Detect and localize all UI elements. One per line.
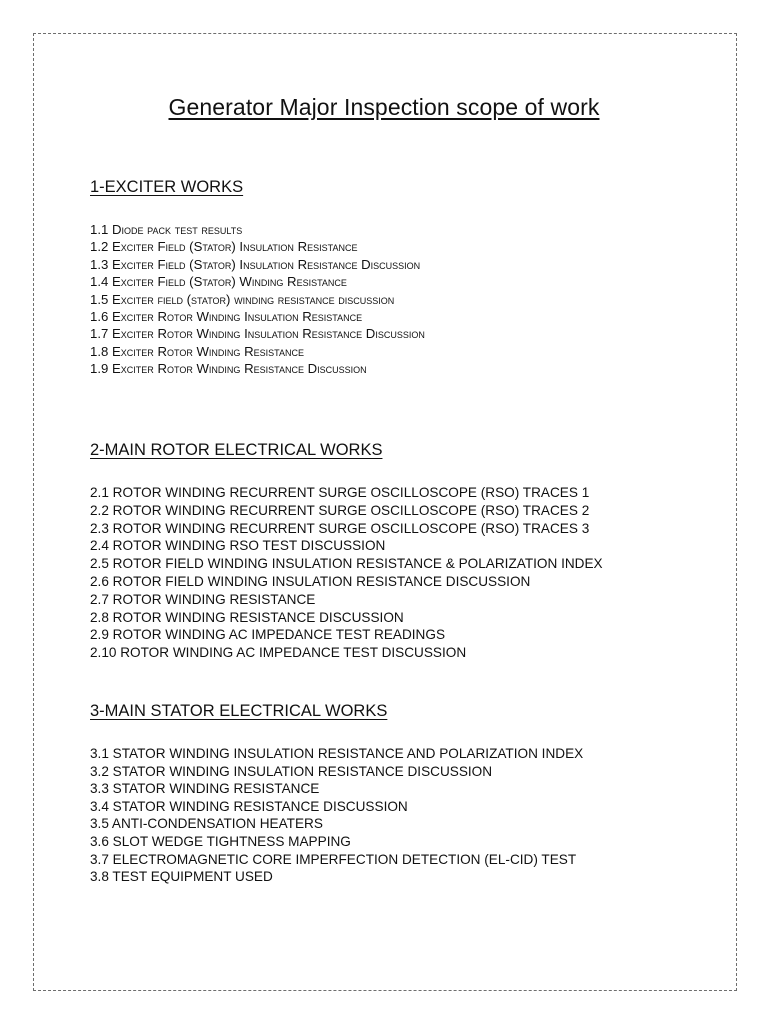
- list-item: 1.8 Exciter Rotor Winding Resistance: [90, 343, 304, 359]
- list-item: 3.3 STATOR WINDING RESISTANCE: [90, 781, 320, 797]
- list-item: 2.7 ROTOR WINDING RESISTANCE: [90, 591, 316, 607]
- list-item: 2.5 ROTOR FIELD WINDING INSULATION RESISTANCE & POLARIZATION INDEX: [90, 556, 603, 572]
- list-item: 3.1 STATOR WINDING INSULATION RESISTANCE AND POLARIZATION INDEX: [90, 746, 584, 761]
- list-item: 1.5 Exciter field (stator) winding resistance discussion: [90, 291, 395, 307]
- list-item: 3.5 ANTI-CONDENSATION HEATERS: [90, 816, 323, 832]
- list-item: 2.4 ROTOR WINDING RSO TEST DISCUSSION: [90, 538, 386, 554]
- list-item: 1.6 Exciter Rotor Winding Insulation Resistance: [90, 309, 363, 325]
- list-item: 3.4 STATOR WINDING RESISTANCE DISCUSSION: [90, 798, 408, 814]
- list-item: 1.1 Diode pack test results: [90, 222, 243, 237]
- section-heading: 1-EXCITER WORKS: [90, 178, 244, 196]
- list-item: 2.2 ROTOR WINDING RECURRENT SURGE OSCILLOSCOPE (RSO) TRACES 2: [90, 502, 590, 518]
- list-item: 2.6 ROTOR FIELD WINDING INSULATION RESISTANCE DISCUSSION: [90, 573, 531, 589]
- list-item: 2.8 ROTOR WINDING RESISTANCE DISCUSSION: [90, 609, 404, 625]
- list-item: 3.8 TEST EQUIPMENT USED: [90, 869, 273, 885]
- list-item: 2.3 ROTOR WINDING RECURRENT SURGE OSCILLOSCOPE (RSO) TRACES 3: [90, 520, 590, 536]
- section-exciter-works: [90, 178, 720, 378]
- list-item: 2.10 ROTOR WINDING AC IMPEDANCE TEST DISCUSSION: [90, 645, 467, 661]
- list-item: 1.9 Exciter Rotor Winding Resistance Discussion: [90, 361, 367, 377]
- section-item-list: [90, 745, 720, 886]
- section-heading: 3-MAIN STATOR ELECTRICAL WORKS: [90, 702, 388, 720]
- section-heading: 2-MAIN ROTOR ELECTRICAL WORKS: [90, 441, 383, 459]
- document-title: Generator Major Inspection scope of work: [168, 94, 600, 120]
- section-item-list: [90, 221, 720, 378]
- list-item: 1.3 Exciter Field (Stator) Insulation Resistance Discussion: [90, 256, 421, 272]
- list-item: 1.7 Exciter Rotor Winding Insulation Resistance Discussion: [90, 326, 425, 342]
- section-main-rotor-electrical-works: [90, 441, 720, 662]
- section-main-stator-electrical-works: [90, 702, 720, 886]
- list-item: 2.9 ROTOR WINDING AC IMPEDANCE TEST READINGS: [90, 627, 446, 643]
- list-item: 1.2 Exciter Field (Stator) Insulation Resistance: [90, 239, 358, 255]
- list-item: 1.4 Exciter Field (Stator) Winding Resistance: [90, 274, 347, 290]
- list-item: 3.6 SLOT WEDGE TIGHTNESS MAPPING: [90, 833, 351, 849]
- list-item: 2.1 ROTOR WINDING RECURRENT SURGE OSCILLOSCOPE (RSO) TRACES 1: [90, 485, 590, 500]
- section-item-list: [90, 484, 720, 662]
- list-item: 3.7 ELECTROMAGNETIC CORE IMPERFECTION DETECTION (EL-CID) TEST: [90, 851, 577, 867]
- list-item: 3.2 STATOR WINDING INSULATION RESISTANCE DISCUSSION: [90, 763, 493, 779]
